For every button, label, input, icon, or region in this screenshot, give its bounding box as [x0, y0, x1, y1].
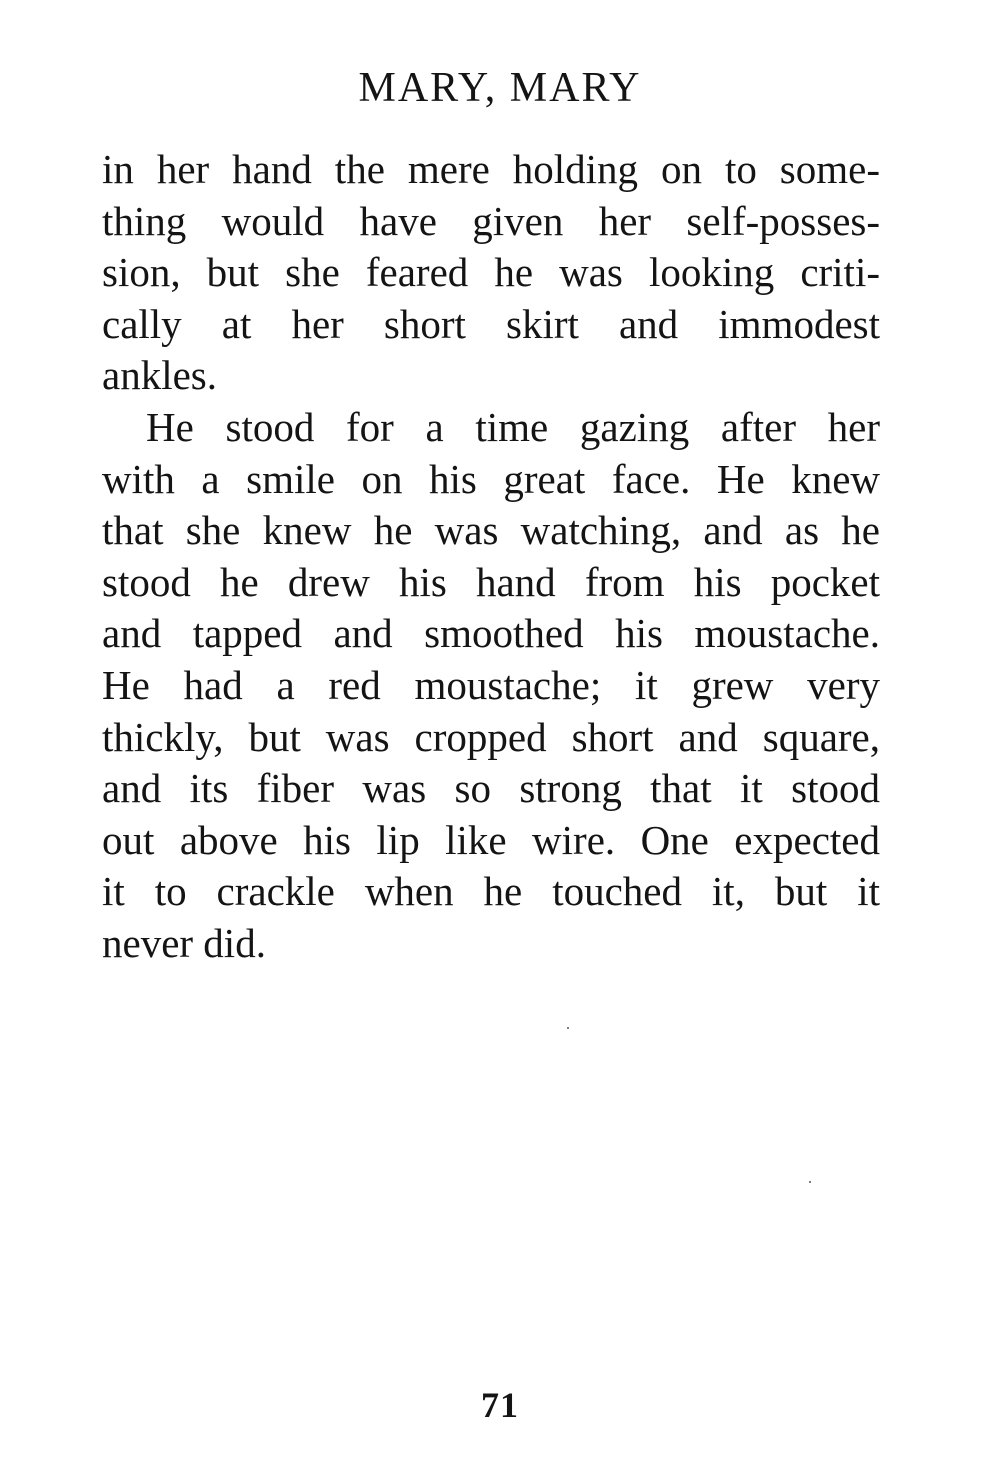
- page-number: 71: [481, 1385, 519, 1425]
- text-line: thickly, but was cropped short and square,: [102, 713, 880, 760]
- text-line: He stood for a time gazing after her: [146, 403, 880, 450]
- ink-speck: [567, 1027, 569, 1029]
- text-line: it to crackle when he touched it, but it: [102, 868, 880, 915]
- text-line: never did.: [102, 919, 266, 966]
- text-line: and tapped and smoothed his moustache.: [102, 610, 880, 657]
- text-line: out above his lip like wire. One expected: [102, 816, 880, 863]
- text-line: with a smile on his great face. He knew: [102, 455, 880, 502]
- text-line: stood he drew his hand from his pocket: [102, 558, 880, 605]
- paragraph-2: [102, 402, 880, 970]
- body-text: [102, 144, 880, 970]
- ink-speck: [809, 1181, 811, 1183]
- text-line: He had a red moustache; it grew very: [102, 661, 880, 708]
- text-line: cally at her short skirt and immodest: [102, 300, 880, 347]
- paragraph-1: [102, 144, 880, 402]
- text-line: and its fiber was so strong that it stood: [102, 765, 880, 812]
- text-line: ankles.: [102, 352, 217, 399]
- text-line: in her hand the mere holding on to some-: [102, 146, 880, 192]
- text-line: sion, but she feared he was looking criti-: [102, 249, 880, 296]
- text-line: that she knew he was watching, and as he: [102, 507, 880, 554]
- running-head: MARY, MARY: [358, 65, 642, 111]
- text-line: thing would have given her self-posses-: [102, 197, 880, 244]
